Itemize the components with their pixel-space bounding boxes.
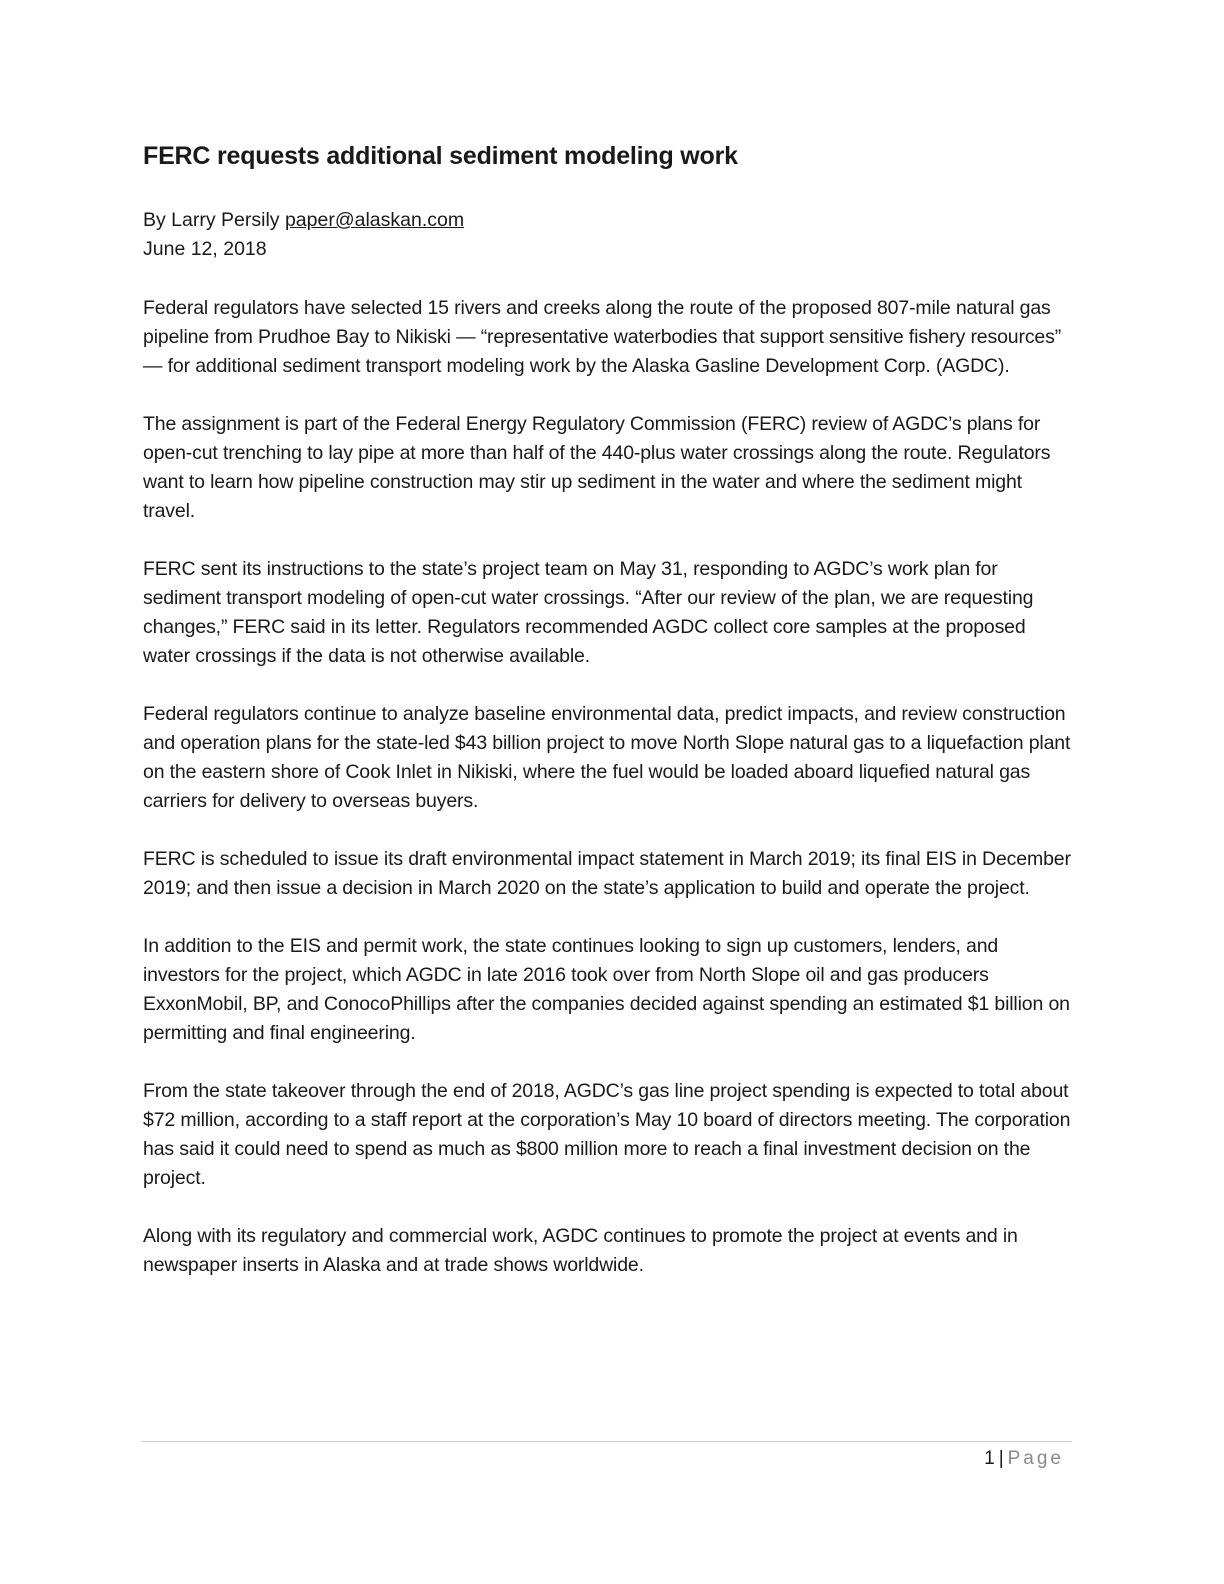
- paragraph-1: Federal regulators have selected 15 rivers and creeks along the route of the proposed 807-mile natural gas pipeline from Prudhoe Bay to Nikiski — “representative waterbodies that support sensitive fishery resources” — for additional sediment transport modeling work by the Alaska Gasline Development Corp. (AGDC).: [143, 297, 1062, 377]
- paragraph-4: Federal regulators continue to analyze baseline environmental data, predict impacts, and review construction and operation plans for the state-led $43 billion project to move North Slope natural gas to a liquefaction plant on the eastern shore of Cook Inlet in Nikiski, where the fuel would be loaded aboard liquefied natural gas carriers for delivery to overseas buyers.: [143, 703, 1071, 812]
- page-footer: [984, 1446, 1064, 1472]
- paragraph-2: The assignment is part of the Federal Energy Regulatory Commission (FERC) review of AGDC’s plans for open-cut trenching to lay pipe at more than half of the 440-plus water crossings along the route. Regulators want to learn how pipeline construction may stir up sediment in the water and where the sediment might travel.: [143, 413, 1051, 522]
- paragraph-8: Along with its regulatory and commercial work, AGDC continues to promote the project at events and in newspaper inserts in Alaska and at trade shows worldwide.: [143, 1225, 1018, 1276]
- paragraph-5: FERC is scheduled to issue its draft environmental impact statement in March 2019; its final EIS in December 2019; and then issue a decision in March 2020 on the state’s application to build and operate the project.: [143, 848, 1071, 899]
- paragraph-7: From the state takeover through the end of 2018, AGDC’s gas line project spending is expected to total about $72 million, according to a staff report at the corporation’s May 10 board of directors meeting. The corporation has said it could need to spend as much as $800 million more to reach a final investment decision on the project.: [143, 1080, 1071, 1189]
- paragraph-3: FERC sent its instructions to the state’s project team on May 31, responding to AGDC’s work plan for sediment transport modeling of open-cut water crossings. “After our review of the plan, we are requesting changes,” FERC said in its letter. Regulators recommended AGDC collect core samples at the proposed water crossings if the data is not otherwise available.: [143, 558, 1034, 667]
- page-label: Page: [1007, 1448, 1064, 1469]
- document-page: [143, 140, 1073, 1309]
- footer-divider: [141, 1441, 1072, 1442]
- author-email-link[interactable]: paper@alaskan.com: [284, 209, 465, 231]
- paragraph-6: In addition to the EIS and permit work, the state continues looking to sign up customers, lenders, and investors for the project, which AGDC in late 2016 took over from North Slope oil and gas producers ExxonMobil, BP, and ConocoPhillips after the companies decided against spending an estimated $1 billion on permitting and final engineering.: [143, 935, 1070, 1044]
- page-number: 1: [984, 1448, 995, 1469]
- byline: [143, 206, 1073, 235]
- article-title: FERC requests additional sediment modeling work: [143, 142, 738, 170]
- article-date: June 12, 2018: [143, 238, 267, 260]
- author: By Larry Persily: [143, 209, 280, 231]
- footer-separator: |: [998, 1448, 1004, 1469]
